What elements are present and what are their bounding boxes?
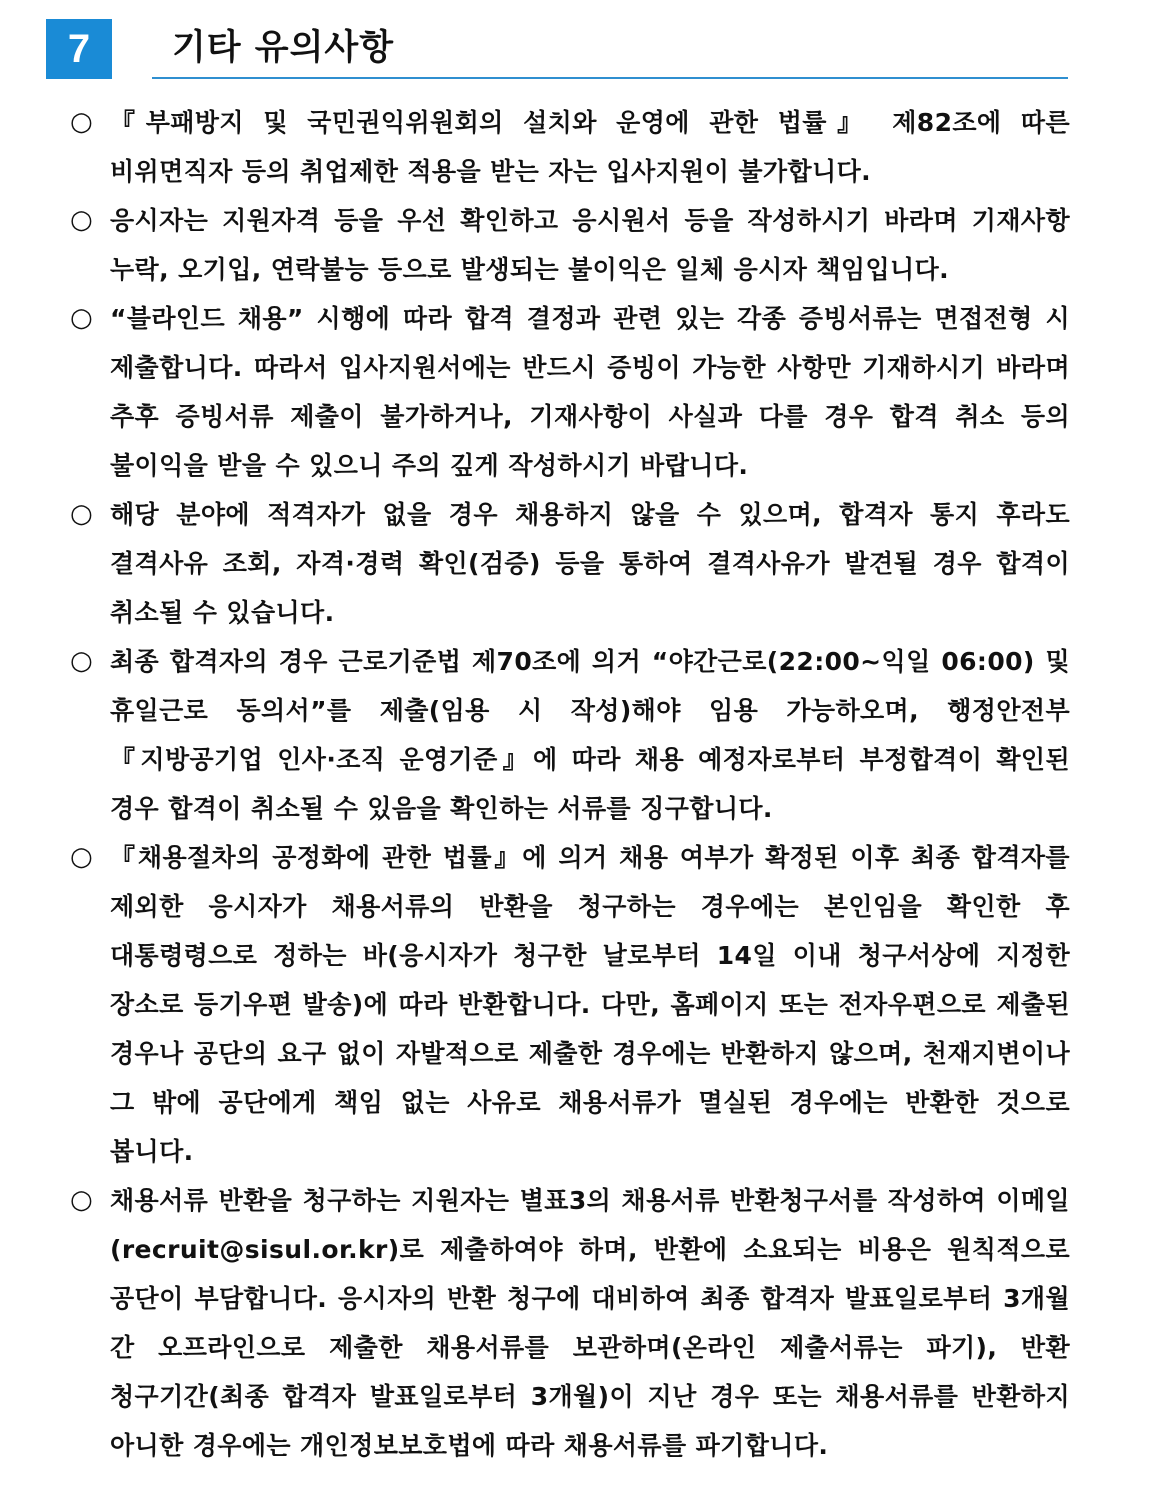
circle-bullet-icon: ○ <box>70 499 93 529</box>
list-item <box>70 637 1070 833</box>
circle-bullet-icon: ○ <box>70 205 93 235</box>
section-header <box>46 19 1068 81</box>
list-item-text: 해당 분야에 적격자가 없을 경우 채용하지 않을 수 있으며, 합격자 통지 후라도 결격사유 조회, 자격·경력 확인(검증) 등을 통하여 결격사유가 발견될 경우 합격이 취소될 수 있습니다. <box>110 500 1070 627</box>
circle-bullet-icon: ○ <box>70 107 93 137</box>
list-item <box>70 294 1070 490</box>
notice-list <box>70 98 1070 1470</box>
list-item-text: 『채용절차의 공정화에 관한 법률』에 의거 채용 여부가 확정된 이후 최종 합격자를 제외한 응시자가 채용서류의 반환을 청구하는 경우에는 본인임을 확인한 후 대통령령으로 정하는 바(응시자가 청구한 날로부터 14일 이내 청구서상에 지정한 장소로 등기우편 발송)에 따라 반환합니다. 다만, 홈페이지 또는 전자우편으로 제출된 경우나 공단의 요구 없이 자발적으로 제출한 경우에는 반환하지 않으며, 천재지변이나 그 밖에 공단에게 책임 없는 사유로 채용서류가 멸실된 경우에는 반환한 것으로 봅니다. <box>110 843 1070 1166</box>
section-number-badge: 7 <box>46 19 112 79</box>
list-item <box>70 490 1070 637</box>
list-item-text: 채용서류 반환을 청구하는 지원자는 별표3의 채용서류 반환청구서를 작성하여 이메일(recruit@sisul.or.kr)로 제출하여야 하며, 반환에 소요되는 비용은 원칙적으로 공단이 부담합니다. 응시자의 반환 청구에 대비하여 최종 합격자 발표일로부터 3개월 간 오프라인으로 제출한 채용서류를 보관하며(온라인 제출서류는 파기), 반환 청구기간(최종 합격자 발표일로부터 3개월)이 지난 경우 또는 채용서류를 반환하지 아니한 경우에는 개인정보보호법에 따라 채용서류를 파기합니다. <box>110 1186 1070 1460</box>
list-item <box>70 1176 1070 1470</box>
circle-bullet-icon: ○ <box>70 303 93 333</box>
list-item-text: 최종 합격자의 경우 근로기준법 제70조에 의거 “야간근로(22:00~익일 06:00) 및 휴일근로 동의서”를 제출(임용 시 작성)해야 임용 가능하오며, 행정안전부 『지방공기업 인사·조직 운영기준』에 따라 채용 예정자로부터 부정합격이 확인된 경우 합격이 취소될 수 있음을 확인하는 서류를 징구합니다. <box>110 647 1070 823</box>
list-item-text: 『부패방지 및 국민권익위원회의 설치와 운영에 관한 법률』 제82조에 따른 비위면직자 등의 취업제한 적용을 받는 자는 입사지원이 불가합니다. <box>110 108 1070 186</box>
list-item-text: “블라인드 채용” 시행에 따라 합격 결정과 관련 있는 각종 증빙서류는 면접전형 시 제출합니다. 따라서 입사지원서에는 반드시 증빙이 가능한 사항만 기재하시기 바라며 추후 증빙서류 제출이 불가하거나, 기재사항이 사실과 다를 경우 합격 취소 등의 불이익을 받을 수 있으니 주의 깊게 작성하시기 바랍니다. <box>110 304 1070 480</box>
circle-bullet-icon: ○ <box>70 842 93 872</box>
list-item <box>70 196 1070 294</box>
list-item-text: 응시자는 지원자격 등을 우선 확인하고 응시원서 등을 작성하시기 바라며 기재사항 누락, 오기입, 연락불능 등으로 발생되는 불이익은 일체 응시자 책임입니다. <box>110 206 1070 284</box>
list-item <box>70 833 1070 1176</box>
list-item <box>70 98 1070 196</box>
header-divider <box>152 77 1068 79</box>
circle-bullet-icon: ○ <box>70 1185 93 1215</box>
circle-bullet-icon: ○ <box>70 646 93 676</box>
section-title: 기타 유의사항 <box>172 28 395 68</box>
